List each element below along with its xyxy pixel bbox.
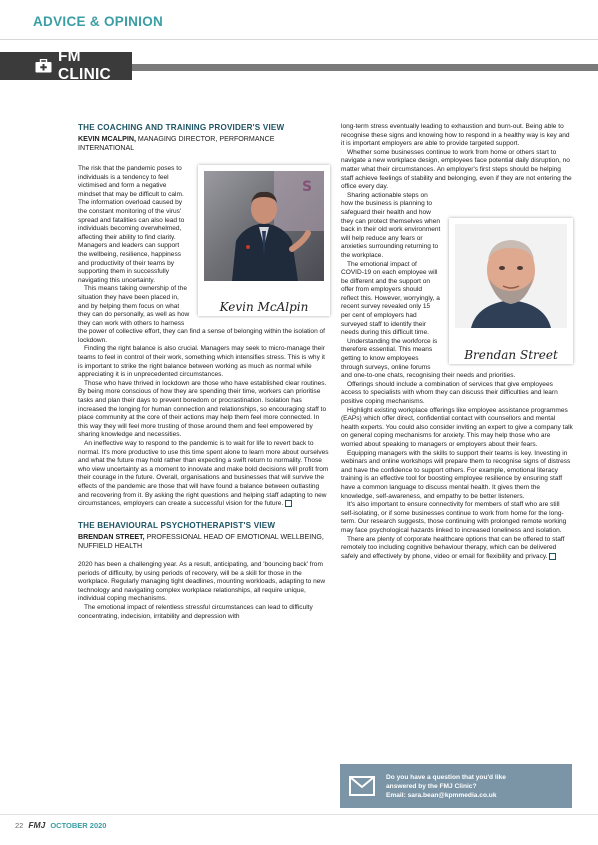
clinic-title: FM CLINIC bbox=[58, 48, 111, 83]
article2-heading: THE BEHAVIOURAL PSYCHOTHERAPIST'S VIEW bbox=[78, 520, 276, 530]
footer-date: OCTOBER 2020 bbox=[50, 820, 107, 830]
contact-line: answered by the FMJ Clinic? bbox=[386, 782, 477, 790]
contact-box bbox=[340, 764, 572, 808]
page-footer bbox=[15, 820, 106, 830]
article1-author-role: MANAGING DIRECTOR, PERFORMANCE INTERNATIONAL bbox=[78, 135, 275, 152]
article2-paragraph: 2020 has been a challenging year. As a result, anticipating, and 'bouncing back' from periods of difficulty, by using periods of recovery, will be a skill for those in the workplace. Regularly managing tight deadlines, mounting workloads, adapting to new technology and navigating complex workplace relationships, all require unique, individual coping mechanisms. bbox=[78, 560, 326, 603]
brendan-signature: Brendan Street bbox=[464, 348, 558, 363]
brendan-photo bbox=[455, 224, 567, 328]
brendan-photo-frame bbox=[449, 218, 573, 364]
contact-line: Do you have a question that you'd like bbox=[386, 773, 506, 781]
article2-paragraph: The emotional impact of relentless stressful circumstances can lead to difficulty concentrating, indecision, irritability and depression with bbox=[78, 603, 313, 620]
article2-paragraph: Highlight existing workplace offerings like employee assistance programmes (EAPs) which offer direct, confidential contact with counsellors and mental health experts. You could also consider inviting an expert to give a company talk on general coping mechanisms for anxiety. This may help those who are worried about speaking to managers or employers about their fears. bbox=[341, 406, 573, 448]
banner-rule bbox=[132, 64, 598, 71]
article2-paragraph: The emotional impact of COVID-19 on each employee will be different and the support on offer from employers should reflect this. However, worryingly, a recent survey revealed only 15 per cent of employers had surveyed staff to identify their needs during this difficult time. bbox=[341, 260, 440, 337]
kevin-signature: Kevin McAlpin bbox=[219, 300, 309, 315]
article2-paragraph: Whether some businesses continue to work from home or others start to navigate a new workplace design, employees face potential daily disruption, no matter what their circumstances. An employer's first steps should be helping staff achieve feelings of stability and belonging, even if they are not entering the office every day. bbox=[341, 148, 572, 191]
left-column bbox=[78, 123, 330, 621]
footer-divider bbox=[0, 814, 598, 815]
contact-text bbox=[386, 773, 506, 800]
kevin-photo bbox=[204, 171, 324, 281]
page-number: 22 bbox=[15, 820, 24, 830]
svg-text:S: S bbox=[302, 179, 313, 195]
article2-paragraph: Understanding the workforce is therefore essential. This means getting to know employees through surveys, online forums and one-to-one chats, recognising their needs and priorities. bbox=[341, 337, 516, 380]
article2-paragraph: Sharing actionable steps on how the business is planning to safeguard their health and how they can protect themselves when back in their old work environment will help reduce any fears or anxieties surrounding returning to the workplace. bbox=[341, 191, 441, 259]
article1-paragraph: This means taking ownership of the situation they have been placed in, and by helping them focus on what they can do personally, as well as how they can work with others to harness the power of collective effort, they can find a sense of belonging within the isolation of lockdown. bbox=[78, 285, 325, 344]
kevin-photo-frame bbox=[198, 165, 330, 316]
section-label: ADVICE & OPINION bbox=[33, 14, 164, 29]
article2-author-role: PROFESSIONAL HEAD OF EMOTIONAL WELLBEING, NUFFIELD HEALTH bbox=[78, 532, 324, 550]
envelope-icon bbox=[340, 764, 384, 808]
article1-paragraph: Finding the right balance is also crucial. Managers may seek to micro-manage their teams to feel in control of their work, something which intensifies stress. This is why it is important to strike the right balance between working as much as normal while appreciating it is in unprecedented circumstances. bbox=[78, 345, 325, 379]
article1-paragraph: An ineffective way to respond to the pandemic is to wait for life to revert back to normal. It's more productive to use this time spent alone to learn more about ourselves and what the future may hold rather than expecting a swift return to normality. Those who view uncertainty as a moment to innovate and make bold decisions will profit from their courage in the future. Overall, organisations and businesses that will survive the effects of the pandemic are those that will have found a balance between outlasting and recovering from it. By asking the right questions and helping staff adapting to new circumstances, employers can create a successful vision for the future. bbox=[78, 440, 329, 508]
article1-paragraph: Those who have thrived in lockdown are those who have established clear routines. By being more conscious of how they are spending their time, workers can prioritise tasks and plan their days to prevent boredom or procrastination. Isolation has increased the longing for human connection and relationships, so encouraging staff to place community at the core of their actions may help them feel more connected. In this way they will feel more trusting of those around them and feel empowered by sharing knowledge and necessities. bbox=[78, 379, 327, 439]
right-column bbox=[341, 123, 573, 562]
clinic-banner bbox=[0, 48, 132, 83]
article1-author-name: KEVIN MCALPIN, bbox=[78, 135, 136, 143]
article2-byline bbox=[78, 533, 330, 551]
article1-byline bbox=[78, 135, 330, 153]
article2-paragraph: long-term stress eventually leading to exhaustion and burn-out. Being able to recognise these signs and knowing how to respond in a healthy way is key and it is important employers are able to provide targeted support. bbox=[341, 123, 570, 148]
end-mark-icon bbox=[285, 500, 292, 507]
medical-kit-icon bbox=[35, 59, 52, 73]
article2-paragraph: There are plenty of corporate healthcare options that can be offered to staff remotely too including cognitive behaviour therapy, which can be delivered safely and effectively by phone, video or email for flexibility and privacy. bbox=[341, 535, 565, 560]
article2-paragraph: Equipping managers with the skills to support their teams is key. Investing in webinars and online workshops will prepare them to recognise signs of distress and have the confidence to support others. For example, emotional literacy training is an effective tool for boosting employee resilience by ensuring staff have a common language to discuss mental health. It gives them the knowledge, self-awareness, and empathy to be better listeners. bbox=[341, 449, 571, 500]
contact-email[interactable]: Email: sara.bean@kpmmedia.co.uk bbox=[386, 791, 497, 799]
article1-paragraph: The risk that the pandemic poses to individuals is a tendency to feel victimised and form a negative mindset that may be difficult to calm. The information overload caused by the constant monitoring of the virus' spread and fatalities can also lead to individuals becoming overwhelmed, affecting their ability to find clarity. Managers and leaders can support the wellbeing, resilience, happiness and productivity of their teams by supporting them in successfully navigating this uncertainty. bbox=[78, 165, 185, 284]
article2-paragraph: It's also important to ensure connectivity for members of staff who are still self-isolating, or if some businesses continue to work from home for the long-term. Our research suggests, those continuing with prolonged remote working may face psychological hazards linked to increased loneliness and isolation. bbox=[341, 501, 567, 534]
article1-heading: THE COACHING AND TRAINING PROVIDER'S VIEW bbox=[78, 123, 285, 132]
article2-author-name: BRENDAN STREET, bbox=[78, 532, 145, 541]
end-mark-icon bbox=[549, 553, 556, 560]
header-divider bbox=[0, 39, 598, 40]
article2-paragraph: Offerings should include a combination of services that give employees access to specialists with whom they can discuss their difficulties and learn positive coping mechanisms. bbox=[341, 380, 558, 405]
footer-brand: FMJ bbox=[28, 820, 46, 830]
